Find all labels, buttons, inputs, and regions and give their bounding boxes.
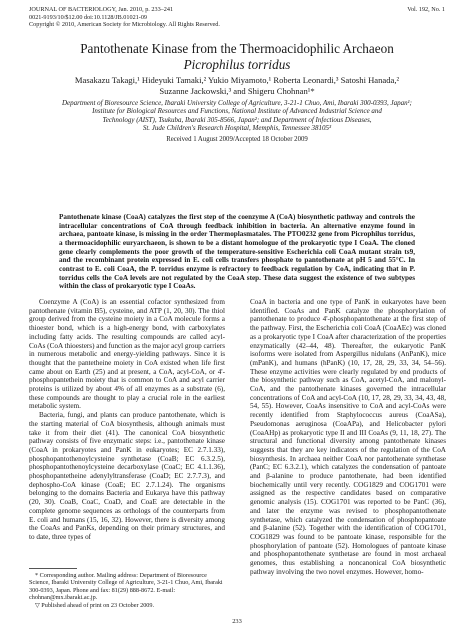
title-block [22, 41, 452, 144]
abstract: Pantothenate kinase (CoaA) catalyzes the first step of the coenzyme A (CoA) biosynthetic pathway and controls the intracellular concentrations of CoA through feedback inhibition in bacteria. An alternative enzyme found in archaea, pantoate kinase, is missing in the order Thermoplasmatales. The PTO0232 gene from Picrophilus torridus, a thermoacidophilic euryarchaeon, is shown to be a distant homologue of the prokaryotic type I CoaA. The cloned gene clearly complements the poor growth of the temperature-sensitive Escherichia coli CoaA mutant strain ts9, and the recombinant protein expressed in E. coli cells transfers phosphate to pantothenate at pH 5 and 55°C. In contrast to E. coli CoaA, the P. torridus enzyme is refractory to feedback regulation by CoA, indicating that in P. torridus cells the CoA levels are not regulated by the CoaA step. These data suggest the existence of two subtypes within the class of prokaryotic type I CoaAs. [59, 213, 415, 291]
footnotes [29, 572, 225, 609]
copyright-line: Copyright © 2010, American Society for Microbiology. All Rights Reserved. [29, 21, 220, 29]
author-list [22, 75, 452, 96]
page-number: 233 [232, 618, 242, 625]
affiliation-line-1: Department of Bioresource Science, Ibaraki University College of Agriculture, 3-21-1 Chuo, Ami, Ibaraki 300-0393, Japan¹; [61, 99, 413, 108]
authors-line-1: Masakazu Takagi,¹ Hideyuki Tamaki,² Yukio Miyamoto,¹ Roberta Leonardi,³ Satoshi Hanada,² [74, 75, 400, 85]
body-paragraph: Bacteria, fungi, and plants can produce pantothenate, which is the starting material of CoA biosynthesis, although animals must take it from their diet (41). The canonical CoA biosynthetic pathway consists of five enzymatic steps: i.e., pantothenate kinase (CoaA in prokaryotes and PanK in eukaryotes; EC 2.7.1.33), phosphopantothenoylcysteine synthetase (CoaB; EC 6.3.2.5), phosphopantothenoylcysteine decarboxylase (CoaC; EC 4.1.1.36), phosphopantetheine adenylyltransferase (CoaD; EC 2.7.7.3), and dephospho-CoA kinase (CoaE; EC 2.7.1.24). The organisms belonging to the domains Bacteria and Eukarya have this pathway (20, 30). CoaB, CoaC, CoaD, and CoaE are detectable in the complete genome sequences as orthologs of the counterparts from E. coli and humans (15, 16, 32). However, there is diversity among the CoaAs and PanKs, depending on their primary structures, and to date, three types of [29, 411, 225, 541]
title-line-1: Pantothenate Kinase from the Thermoacidophilic Archaeon [80, 41, 394, 56]
volume-number: Vol. 192, No. 1 [407, 6, 445, 13]
affiliations [22, 99, 452, 132]
received-accepted-dates: Received 1 August 2009/Accepted 18 October 2009 [166, 136, 308, 144]
affiliation-line-2: Institute for Biological Resources and Functions, National Institute of Advanced Industrial Science and [92, 107, 382, 116]
published-ahead-note: ▽ Published ahead of print on 23 October 2009. [35, 601, 155, 609]
journal-citation: JOURNAL OF BACTERIOLOGY, Jan. 2010, p. 233–241 [29, 6, 174, 13]
body-column-right [250, 298, 446, 577]
body-paragraph: Coenzyme A (CoA) is an essential cofactor synthesized from pantothenate (vitamin B5), cysteine, and ATP (1, 20, 30). The thiol group derived from the cysteine moiety in a CoA molecule forms a thioester bond, which is a high-energy bond, with carboxylates including fatty acids. The resulting compounds are called acyl-CoAs (CoA thioesters) and function as the major acyl group carriers in numerous metabolic and energy-yielding pathways. Since it is thought that the pantetheine moiety in CoA existed when life first came about on Earth (25) and at present, a CoA, acyl-CoA, or 4'-phosphopantethein moiety that is common to CoA and acyl carrier proteins is utilized by about 4% of all enzymes as a substrate (6), these compounds are thought to play a crucial role in the earliest metabolic system. [29, 298, 226, 411]
issn-doi: 0021-9193/10/$12.00 doi:10.1128/JB.01021-09 [29, 13, 148, 21]
article-title [22, 41, 452, 72]
body-column-left [29, 298, 225, 542]
footnote-divider [29, 568, 77, 569]
journal-header-left [29, 6, 329, 29]
body-paragraph: CoaA in bacteria and one type of PanK in eukaryotes have been identified. CoaAs and PanK catalyze the phosphorylation of pantothenate to produce 4'-phosphopantothenate at the first step of the pathway. First, the Escherichia coli CoaA (CoaAEc) was cloned as a prokaryotic type I CoaA after characterization of the properties enzymatically (42–44, 48). Thereafter, the eukaryotic PanK isoforms were isolated from Aspergillus nidulans (AnPanK), mice (mPanK), and humans (hPanK) (10, 17, 28, 29, 33, 34, 54–56). These enzyme activities were clearly regulated by end products of the biosynthetic pathway such as CoA, acetyl-CoA, and malonyl-CoA, and the pantothenate kinases governed the intracellular concentrations of CoA and acyl-CoA (10, 17, 28, 29, 33, 34, 43, 48, 54, 55). However, CoaAs insensitive to CoA and acyl-CoAs were recently identified from Staphylococcus aureus (CoaASa), Pseudomonas aeruginosa (CoaAPa), and Helicobacter pylori (CoaAHp) as prokaryotic type II and III CoaAs (9, 11, 18, 27). The structural and functional diversity among pantothenate kinases suggests that they are key indicators of the regulation of the CoA biosynthesis. In archaea neither CoaA nor pantothenate synthetase (PanC; EC 6.3.2.1), which catalyzes the condensation of pantoate and β-alanine to produce pantothenate, had been identified biochemically until very recently. COG1829 and COG1701 were assigned as the respective candidates based on comparative genomic analysis (15). COG1701 was reported to be PanC (36), and later the enzyme was revised to phosphopantothenate synthetase, which catalyzed the condensation of phosphopantoate and β-alanine (52). Together with the identification of COG1701, COG1829 was found to be pantoate kinase, responsible for the phosphorylation of pantoate (52). Homologues of pantoate kinase and phosphopantothenate synthetase are found in most archaeal genomes, thus establishing a noncanonical CoA biosynthetic pathway involving the two novel enzymes. However, homo- [250, 298, 446, 576]
corresponding-author-note: * Corresponding author. Mailing address: Department of Bioresource Science, Ibaraki University College of Agriculture, 3-21-1 Chuo, Ami, Ibaraki 300-0393, Japan. Phone and fax: 81(29) 888-8672. E-mail: chohnan@mx.ibaraki.ac.jp. [29, 572, 223, 602]
authors-line-2: Suzanne Jackowski,³ and Shigeru Chohnan¹* [159, 85, 315, 96]
affiliation-line-3: Technology (AIST), Tsukuba, Ibaraki 305-8566, Japan²; and Department of Infectious Diseases, [102, 115, 372, 124]
title-line-2: Picrophilus torridus [183, 56, 291, 72]
affiliation-line-4: St. Jude Children's Research Hospital, Memphis, Tennessee 38105³ [142, 124, 332, 133]
